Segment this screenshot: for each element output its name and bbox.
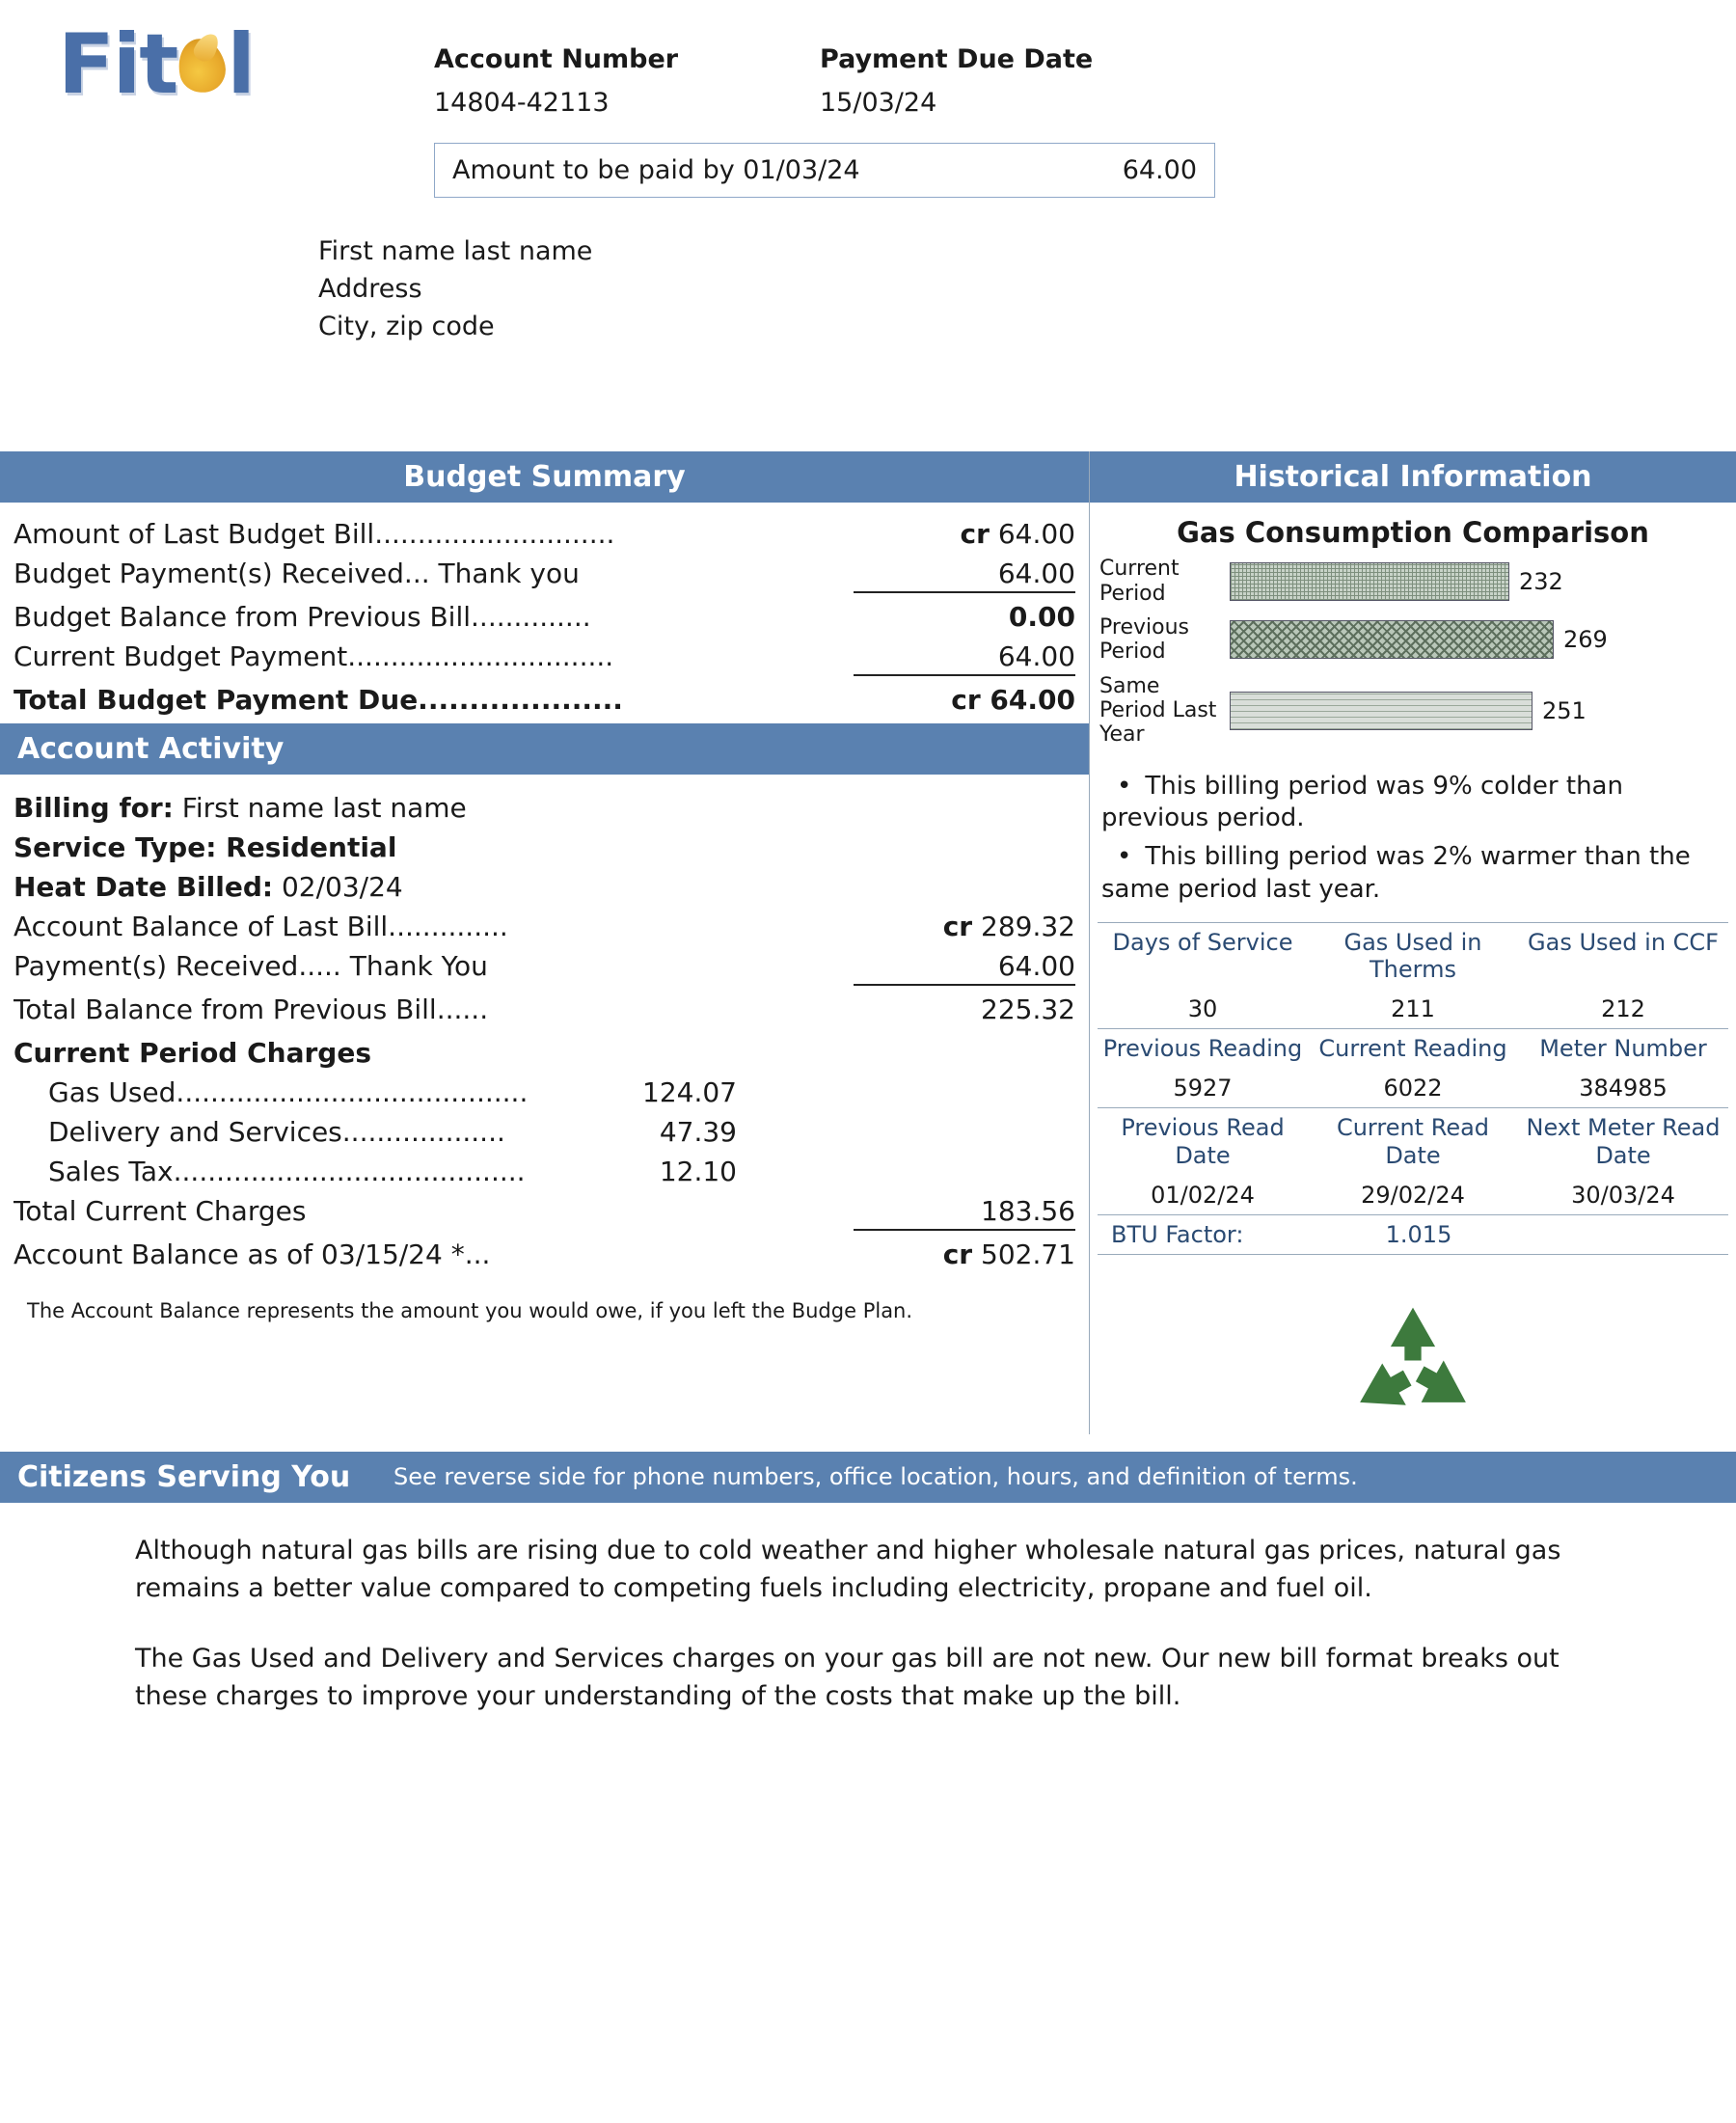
row-value: 64.00 [990,684,1075,717]
payment-due-group [820,44,1225,118]
table-row [14,597,1075,637]
row-amount [854,993,1075,1025]
chart-bar-value: 232 [1519,567,1563,595]
cell-value: 30/03/24 [1571,1181,1675,1209]
bullet-item [1101,771,1724,836]
chart-bar-row [1099,557,1726,606]
bullet-text: This billing period was 9% colder than previous period. [1101,771,1623,833]
cell-value: 30 [1187,995,1218,1023]
row-amount [854,911,1075,942]
bullet-item [1101,841,1724,907]
chart-bar-value: 251 [1542,696,1587,724]
table-row [14,990,1075,1029]
chart-bar-area [1230,691,1726,731]
chart-bar [1230,620,1554,659]
chart-category-label: Previous Period [1099,615,1189,665]
heat-date-row [14,867,1075,907]
table-row [1098,990,1728,1028]
heat-date-label: Heat Date Billed: [14,871,274,904]
chart-bar-area [1230,619,1726,660]
cell-value: 29/02/24 [1361,1181,1465,1209]
table-row [1098,1176,1728,1214]
cr-marker: cr [942,911,973,943]
row-value: 124.07 [642,1076,737,1109]
logo-text-left: Fit [58,16,177,113]
cell-value: 212 [1601,995,1645,1023]
bill-body [0,451,1736,1433]
chart-bar-row [1099,615,1726,665]
customer-address-block [0,198,1736,345]
cell-empty [1518,1215,1728,1254]
account-number-label: Account Number [434,44,679,74]
chart-bar-value: 269 [1563,626,1608,654]
footer-subtitle: See reverse side for phone numbers, office location, hours, and definition of terms. [393,1463,1358,1491]
table-row [1098,1069,1728,1107]
row-value: 289.32 [981,911,1075,943]
meter-table [1090,922,1736,1255]
current-period-title: Current Period Charges [14,1037,371,1070]
row-desc: Budget Payment(s) Received... Thank you [14,558,580,590]
cr-marker: cr [960,518,990,551]
row-value: 64.00 [997,950,1075,983]
row-desc: Current Budget Payment............................... [14,640,614,673]
balance-note: The Account Balance represents the amount you would owe, if you left the Budge Plan. [27,1299,913,1323]
company-logo [29,16,434,113]
historical-information-header: Historical Information [1090,451,1736,503]
account-info-block [434,17,1707,198]
service-type-label: Service Type: Residential [14,831,397,864]
column-header: Days of Service [1112,928,1293,956]
cell-value: 211 [1391,995,1435,1023]
cell-value: 5927 [1173,1075,1233,1102]
cell-value: 01/02/24 [1151,1181,1255,1209]
chart-category-label: Same Period Last Year [1099,673,1217,748]
row-amount [854,684,1075,716]
row-desc: Total Current Charges [14,1195,307,1228]
customer-address: Address [318,274,422,305]
row-amount [854,601,1075,633]
gas-consumption-chart [1090,555,1736,764]
bullet-text: This billing period was 2% warmer than the same period last year. [1101,842,1691,904]
historical-bullets [1090,765,1736,922]
footer-band [0,1452,1736,1503]
left-column [0,451,1090,1433]
footer-text [0,1503,1736,1716]
chart-bar [1230,692,1533,730]
table-row [14,946,1075,990]
table-row [1098,1214,1728,1254]
customer-city-zip: City, zip code [318,312,495,342]
footer-title: Citizens Serving You [17,1459,351,1494]
account-activity-header: Account Activity [0,723,1089,775]
table-row [14,907,1075,946]
cell-value: 6022 [1383,1075,1443,1102]
row-value: 502.71 [981,1238,1075,1271]
table-row [14,1191,1075,1235]
table-row [1098,922,1728,991]
column-header: Gas Used in CCF [1528,928,1719,956]
row-desc: Sales Tax......................................... [48,1156,526,1188]
table-row [14,1235,1075,1274]
row-desc: Total Balance from Previous Bill...... [14,993,489,1026]
amount-due-label: Amount to be paid by 01/03/24 [452,155,860,185]
amount-due-box [434,143,1215,198]
row-amount [854,950,1075,986]
row-amount [854,640,1075,676]
row-value: 47.39 [659,1116,737,1149]
billing-for-value: First name last name [181,792,467,825]
row-desc: Account Balance of Last Bill.............. [14,911,508,943]
row-desc: Budget Balance from Previous Bill.............. [14,601,591,634]
column-header: Meter Number [1539,1035,1707,1063]
row-amount [854,558,1075,593]
account-number-value: 14804-42113 [434,88,610,118]
cell-value: 384985 [1579,1075,1668,1102]
service-type-row [14,828,1075,867]
chart-bar [1230,562,1509,601]
recycle-icon [1090,1255,1736,1434]
row-value: 64.00 [997,558,1075,590]
footer-paragraph-2: The Gas Used and Delivery and Services charges on your gas bill are not new. Our new bill format breaks out these charges to improve your understanding of the costs that make up the bill. [135,1643,1560,1712]
row-value: 12.10 [659,1156,737,1188]
right-column [1090,451,1736,1433]
budget-summary-header: Budget Summary [0,451,1089,503]
payment-due-value: 15/03/24 [820,88,937,118]
table-row [14,1152,1075,1191]
column-header: Current Read Date [1336,1114,1490,1169]
cr-marker: cr [951,684,981,717]
row-desc: Delivery and Services................... [48,1116,505,1149]
row-desc: Payment(s) Received..... Thank You [14,950,488,983]
table-row [14,680,1075,720]
customer-name: First name last name [318,236,593,266]
column-header: Previous Reading [1102,1035,1303,1063]
budget-summary-lines [0,503,1089,723]
payment-due-label: Payment Due Date [820,44,1094,74]
billing-for-row [14,788,1075,828]
table-row [14,637,1075,680]
document-header [0,0,1736,198]
column-header: Previous Read Date [1121,1114,1285,1169]
account-activity-body [0,775,1089,1322]
row-amount [854,518,1075,550]
amount-due-value: 64.00 [1122,155,1197,185]
btu-value: 1.015 [1385,1220,1452,1248]
row-value: 0.00 [1008,601,1075,634]
account-number-group [434,44,820,118]
logo-text-right: l [227,16,254,113]
table-row [14,514,1075,554]
column-header: Next Meter Read Date [1526,1114,1721,1169]
chart-bar-area [1230,561,1726,602]
billing-for-label: Billing for: [14,792,174,825]
flame-icon [171,33,232,100]
chart-category-label: Current Period [1099,557,1180,606]
column-header: Current Reading [1318,1035,1507,1063]
row-desc: Gas Used......................................... [48,1076,529,1109]
table-row [14,1112,1075,1152]
footer-paragraph-1: Although natural gas bills are rising due to cold weather and higher wholesale natural gas prices, natural gas remains a better value compared to competing fuels including electricity, propane and fuel oil. [135,1535,1561,1603]
row-desc: Amount of Last Budget Bill............................ [14,518,615,551]
chart-title: Gas Consumption Comparison [1177,516,1649,550]
row-desc: Account Balance as of 03/15/24 *... [14,1238,491,1271]
heat-date-value: 02/03/24 [281,871,403,904]
row-amount [854,1195,1075,1231]
row-desc: Total Budget Payment Due.................... [14,684,623,717]
table-row [14,1073,1075,1112]
row-value: 64.00 [997,518,1075,551]
row-amount [854,1238,1075,1270]
row-value: 64.00 [997,640,1075,673]
column-header: Gas Used in Therms [1343,928,1482,984]
row-value: 183.56 [981,1195,1075,1228]
cr-marker: cr [942,1238,973,1271]
btu-label: BTU Factor: [1111,1220,1244,1248]
table-row [1098,1107,1728,1176]
table-row [1098,1028,1728,1069]
chart-bar-row [1099,674,1726,748]
table-row [14,554,1075,597]
row-value: 225.32 [981,993,1075,1026]
